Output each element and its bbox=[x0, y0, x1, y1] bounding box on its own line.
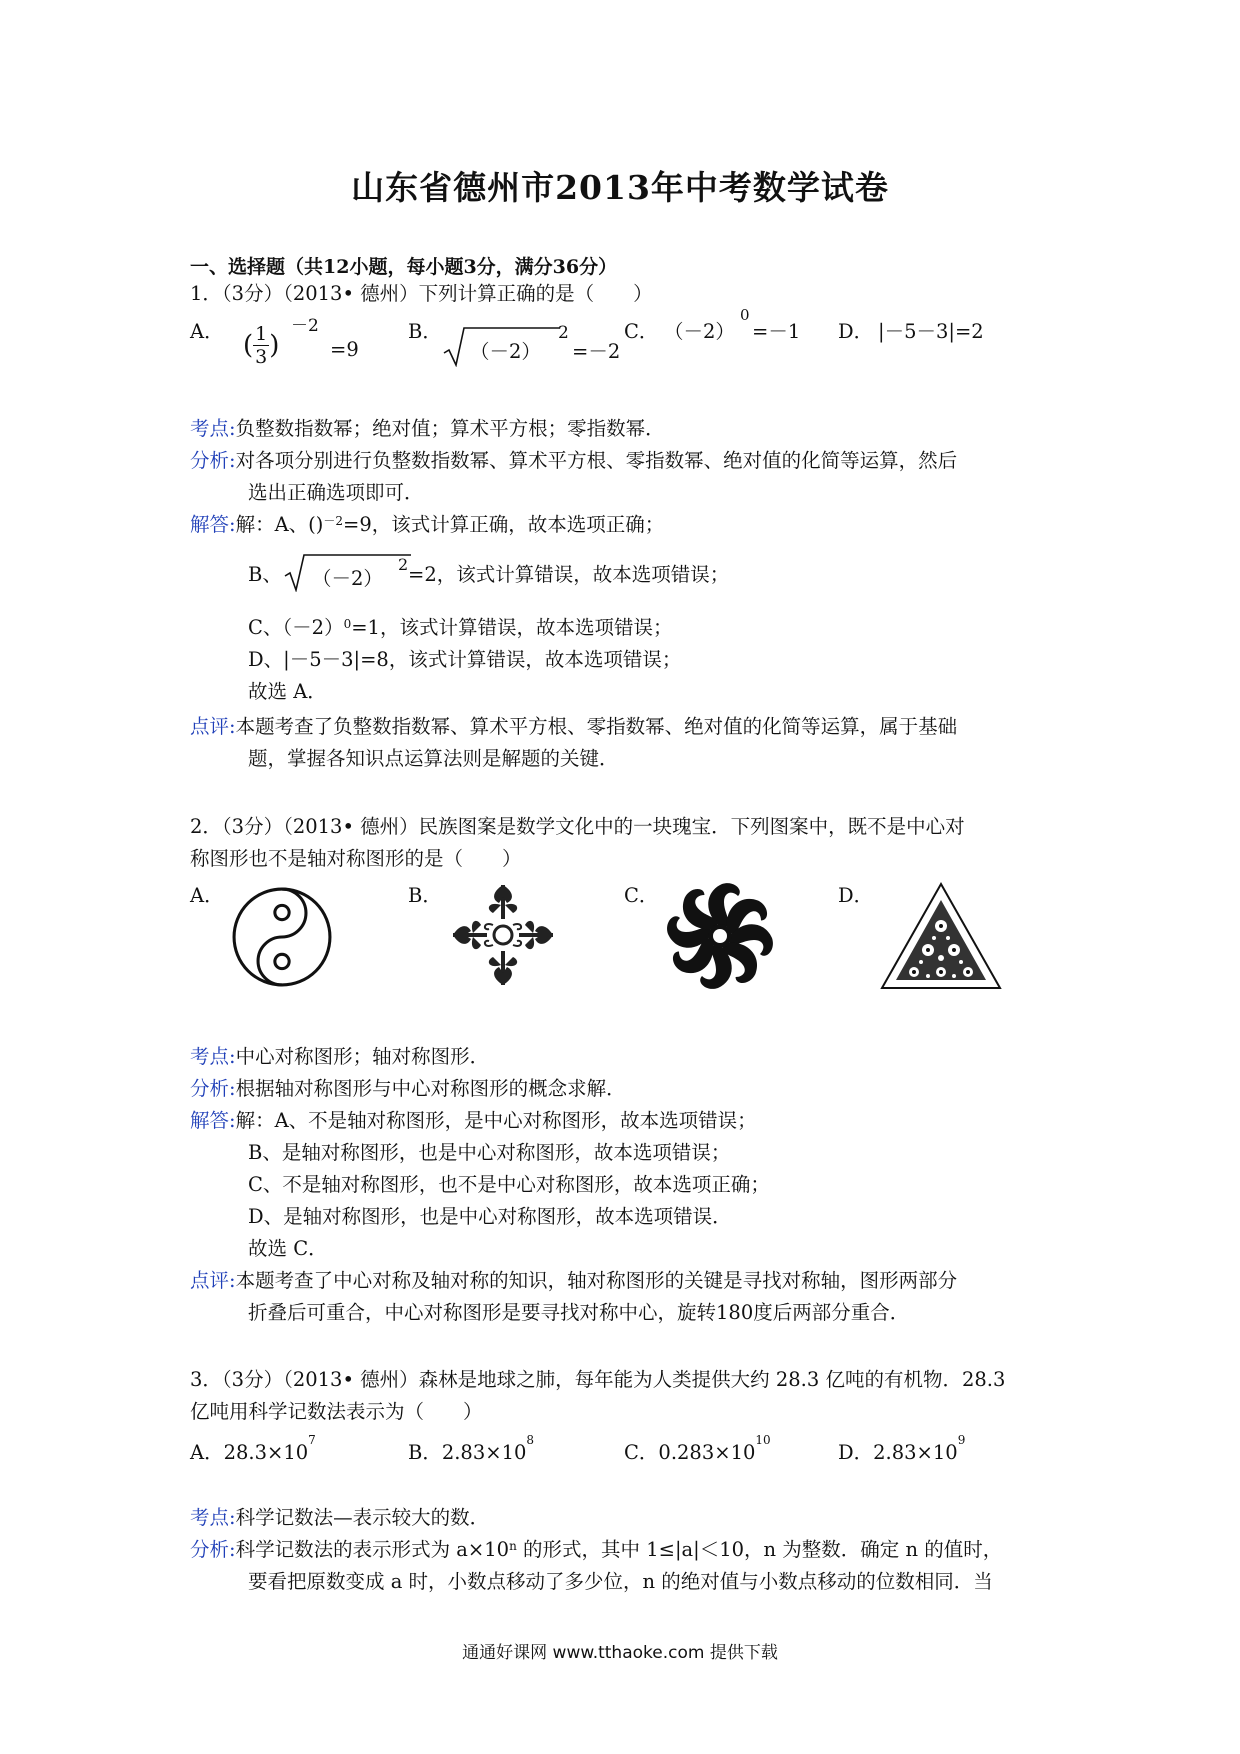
q3-option-d bbox=[838, 1433, 966, 1465]
q2-jieda bbox=[190, 1106, 757, 1136]
q2-fenxi bbox=[190, 1074, 626, 1104]
page-footer: 通通好课网 www.tthaoke.com 提供下载 bbox=[462, 1643, 778, 1663]
q2-figure-c-pinwheel bbox=[664, 880, 776, 992]
q2-option-d-label: D． bbox=[838, 884, 874, 907]
q3-option-c-text: C．0.283×10 bbox=[624, 1441, 756, 1464]
q3-stem-line2: 亿吨用科学记数法表示为（ ） bbox=[190, 1400, 483, 1423]
q1-jieda-3exp: 0 bbox=[343, 617, 352, 631]
q1-jieda-3 bbox=[248, 613, 672, 643]
q3-option-b-text: B．2.83×10 bbox=[408, 1441, 527, 1464]
q1-option-b-rest: =－2 bbox=[572, 340, 621, 363]
jieda-label: 解答: bbox=[190, 1109, 236, 1132]
kaodian-label: 考点: bbox=[190, 417, 236, 440]
q3-fenxi bbox=[190, 1535, 1002, 1565]
q1-jieda-2b: =2，该式计算错误，故本选项错误； bbox=[408, 563, 730, 586]
jieda-label: 解答: bbox=[190, 513, 236, 536]
q1-dianping-line2: 题，掌握各知识点运算法则是解题的关键． bbox=[248, 747, 619, 770]
kaodian-label: 考点: bbox=[190, 1506, 236, 1529]
q1-jieda-1a: 解：A、() bbox=[235, 513, 324, 536]
q1-jieda-2exp: 2 bbox=[398, 555, 409, 574]
fenxi-label: 分析: bbox=[190, 1538, 236, 1561]
q1-kaodian-text: 负整数指数幂；绝对值；算术平方根；零指数幂． bbox=[235, 417, 665, 440]
q2-kaodian bbox=[190, 1042, 489, 1072]
q1-jieda-3a: C、（－2） bbox=[248, 616, 344, 639]
q3-option-a-exp: 7 bbox=[308, 1433, 316, 1447]
q2-option-b-label: B． bbox=[408, 884, 442, 907]
dianping-label: 点评: bbox=[190, 1269, 236, 1292]
q1-option-c-exponent: 0 bbox=[740, 306, 750, 324]
q3-option-a-text: A．28.3×10 bbox=[190, 1441, 309, 1464]
q3-kaodian bbox=[190, 1503, 489, 1533]
q1-option-a-rest: =9 bbox=[330, 338, 359, 361]
q1-jieda-2inner: （－2） bbox=[312, 567, 383, 590]
q2-fenxi-text: 根据轴对称图形与中心对称图形的概念求解． bbox=[235, 1077, 626, 1100]
q2-option-a-label: A． bbox=[190, 884, 224, 907]
q2-figure-a-taiji bbox=[231, 886, 333, 988]
q1-fenxi bbox=[190, 446, 957, 476]
q1-a-frac-den: 3 bbox=[255, 346, 268, 368]
q2-figure-d-triangle bbox=[878, 880, 1004, 992]
q1-dianping-line1: 本题考查了负整数指数幂、算术平方根、零指数幂、绝对值的化简等运算，属于基础 bbox=[235, 715, 958, 738]
q3-option-c-exp: 10 bbox=[755, 1433, 771, 1447]
q1-option-d-text: |－5－3|=2 bbox=[878, 320, 984, 343]
q2-jieda-4: D、是轴对称图形，也是中心对称图形，故本选项错误． bbox=[248, 1205, 732, 1228]
q1-dianping bbox=[190, 712, 957, 742]
q2-stem-line2: 称图形也不是轴对称图形的是（ ） bbox=[190, 847, 522, 870]
q2-kaodian-text: 中心对称图形；轴对称图形． bbox=[235, 1045, 490, 1068]
q1-option-a-math: ( $\frac{1}{3}$ ) bbox=[243, 323, 280, 368]
q1-option-a-exponent: －2 bbox=[291, 316, 319, 336]
q1-option-c-label: C． bbox=[624, 320, 659, 343]
q1-fenxi-line2: 选出正确选项即可． bbox=[248, 481, 424, 504]
q1-jieda-1exp: －2 bbox=[323, 514, 344, 528]
q3-option-b bbox=[408, 1433, 535, 1465]
q2-dianping-line1: 本题考查了中心对称及轴对称的知识，轴对称图形的关键是寻找对称轴，图形两部分 bbox=[235, 1269, 958, 1292]
q3-fenxi-1exp: n bbox=[509, 1539, 517, 1553]
q2-dianping-line2: 折叠后可重合，中心对称图形是要寻找对称中心，旋转180度后两部分重合． bbox=[248, 1301, 910, 1324]
q1-option-d-label: D． bbox=[838, 320, 874, 343]
q1-option-b-label: B． bbox=[408, 320, 442, 343]
q1-kaodian bbox=[190, 414, 665, 444]
q1-jieda-4: D、|－5－3|=8，该式计算错误，故本选项错误； bbox=[248, 648, 682, 671]
q1-jieda-5: 故选 A． bbox=[248, 680, 327, 703]
q2-option-c-label: C． bbox=[624, 884, 659, 907]
kaodian-label: 考点: bbox=[190, 1045, 236, 1068]
q1-a-frac-num: 1 bbox=[255, 323, 268, 345]
q1-jieda-2a: B、 bbox=[248, 563, 282, 586]
q1-jieda bbox=[190, 510, 664, 540]
q1-option-a-label: A． bbox=[190, 320, 224, 343]
fenxi-label: 分析: bbox=[190, 449, 236, 472]
page-title: 山东省德州市2013年中考数学试卷 bbox=[351, 168, 889, 207]
q1-option-b-inner: （－2） bbox=[470, 340, 541, 363]
q1-stem: 1．（3分）（2013• 德州）下列计算正确的是（ ） bbox=[190, 282, 653, 305]
fenxi-label: 分析: bbox=[190, 1077, 236, 1100]
q3-option-b-exp: 8 bbox=[526, 1433, 535, 1447]
dianping-label: 点评: bbox=[190, 715, 236, 738]
q1-option-c-rest: =－1 bbox=[752, 320, 801, 343]
q2-jieda-3: C、不是轴对称图形，也不是中心对称图形，故本选项正确； bbox=[248, 1173, 770, 1196]
q2-dianping bbox=[190, 1266, 957, 1296]
q3-option-a bbox=[190, 1433, 316, 1465]
section-heading: 一、选择题（共12小题，每小题3分，满分36分） bbox=[190, 256, 618, 278]
q1-fenxi-line1: 对各项分别进行负整数指数幂、算术平方根、零指数幂、绝对值的化简等运算，然后 bbox=[235, 449, 958, 472]
q1-jieda-1b: =9，该式计算正确，故本选项正确； bbox=[343, 513, 665, 536]
q2-stem-line1: 2．（3分）（2013• 德州）民族图案是数学文化中的一块瑰宝．下列图案中，既不是中心对 bbox=[190, 815, 965, 838]
q2-jieda-2: B、是轴对称图形，也是中心对称图形，故本选项错误； bbox=[248, 1141, 731, 1164]
q3-fenxi-1b: 的形式，其中 1≤|a|＜10，n 为整数．确定 n 的值时， bbox=[516, 1538, 1003, 1561]
q3-fenxi-line2: 要看把原数变成 a 时，小数点移动了多少位，n 的绝对值与小数点移动的位数相同．当 bbox=[248, 1570, 993, 1593]
q2-jieda-1: 解：A、不是轴对称图形，是中心对称图形，故本选项错误； bbox=[235, 1109, 757, 1132]
q1-option-c-text: （－2） bbox=[664, 320, 735, 343]
q3-option-d-exp: 9 bbox=[957, 1433, 966, 1447]
q1-option-b-exponent: 2 bbox=[558, 323, 569, 343]
q3-option-d-text: D．2.83×10 bbox=[838, 1441, 958, 1464]
q3-option-c bbox=[624, 1433, 771, 1465]
q2-jieda-5: 故选 C． bbox=[248, 1237, 328, 1260]
q3-stem-line1: 3．（3分）（2013• 德州）森林是地球之肺，每年能为人类提供大约 28.3 亿吨的有机物．28.3 bbox=[190, 1368, 1006, 1391]
q3-fenxi-1a: 科学记数法的表示形式为 a×10 bbox=[235, 1538, 510, 1561]
q1-jieda-3b: =1，该式计算错误，故本选项错误； bbox=[351, 616, 673, 639]
q3-kaodian-text: 科学记数法—表示较大的数． bbox=[235, 1506, 490, 1529]
q2-figure-b-ornament bbox=[448, 880, 558, 990]
